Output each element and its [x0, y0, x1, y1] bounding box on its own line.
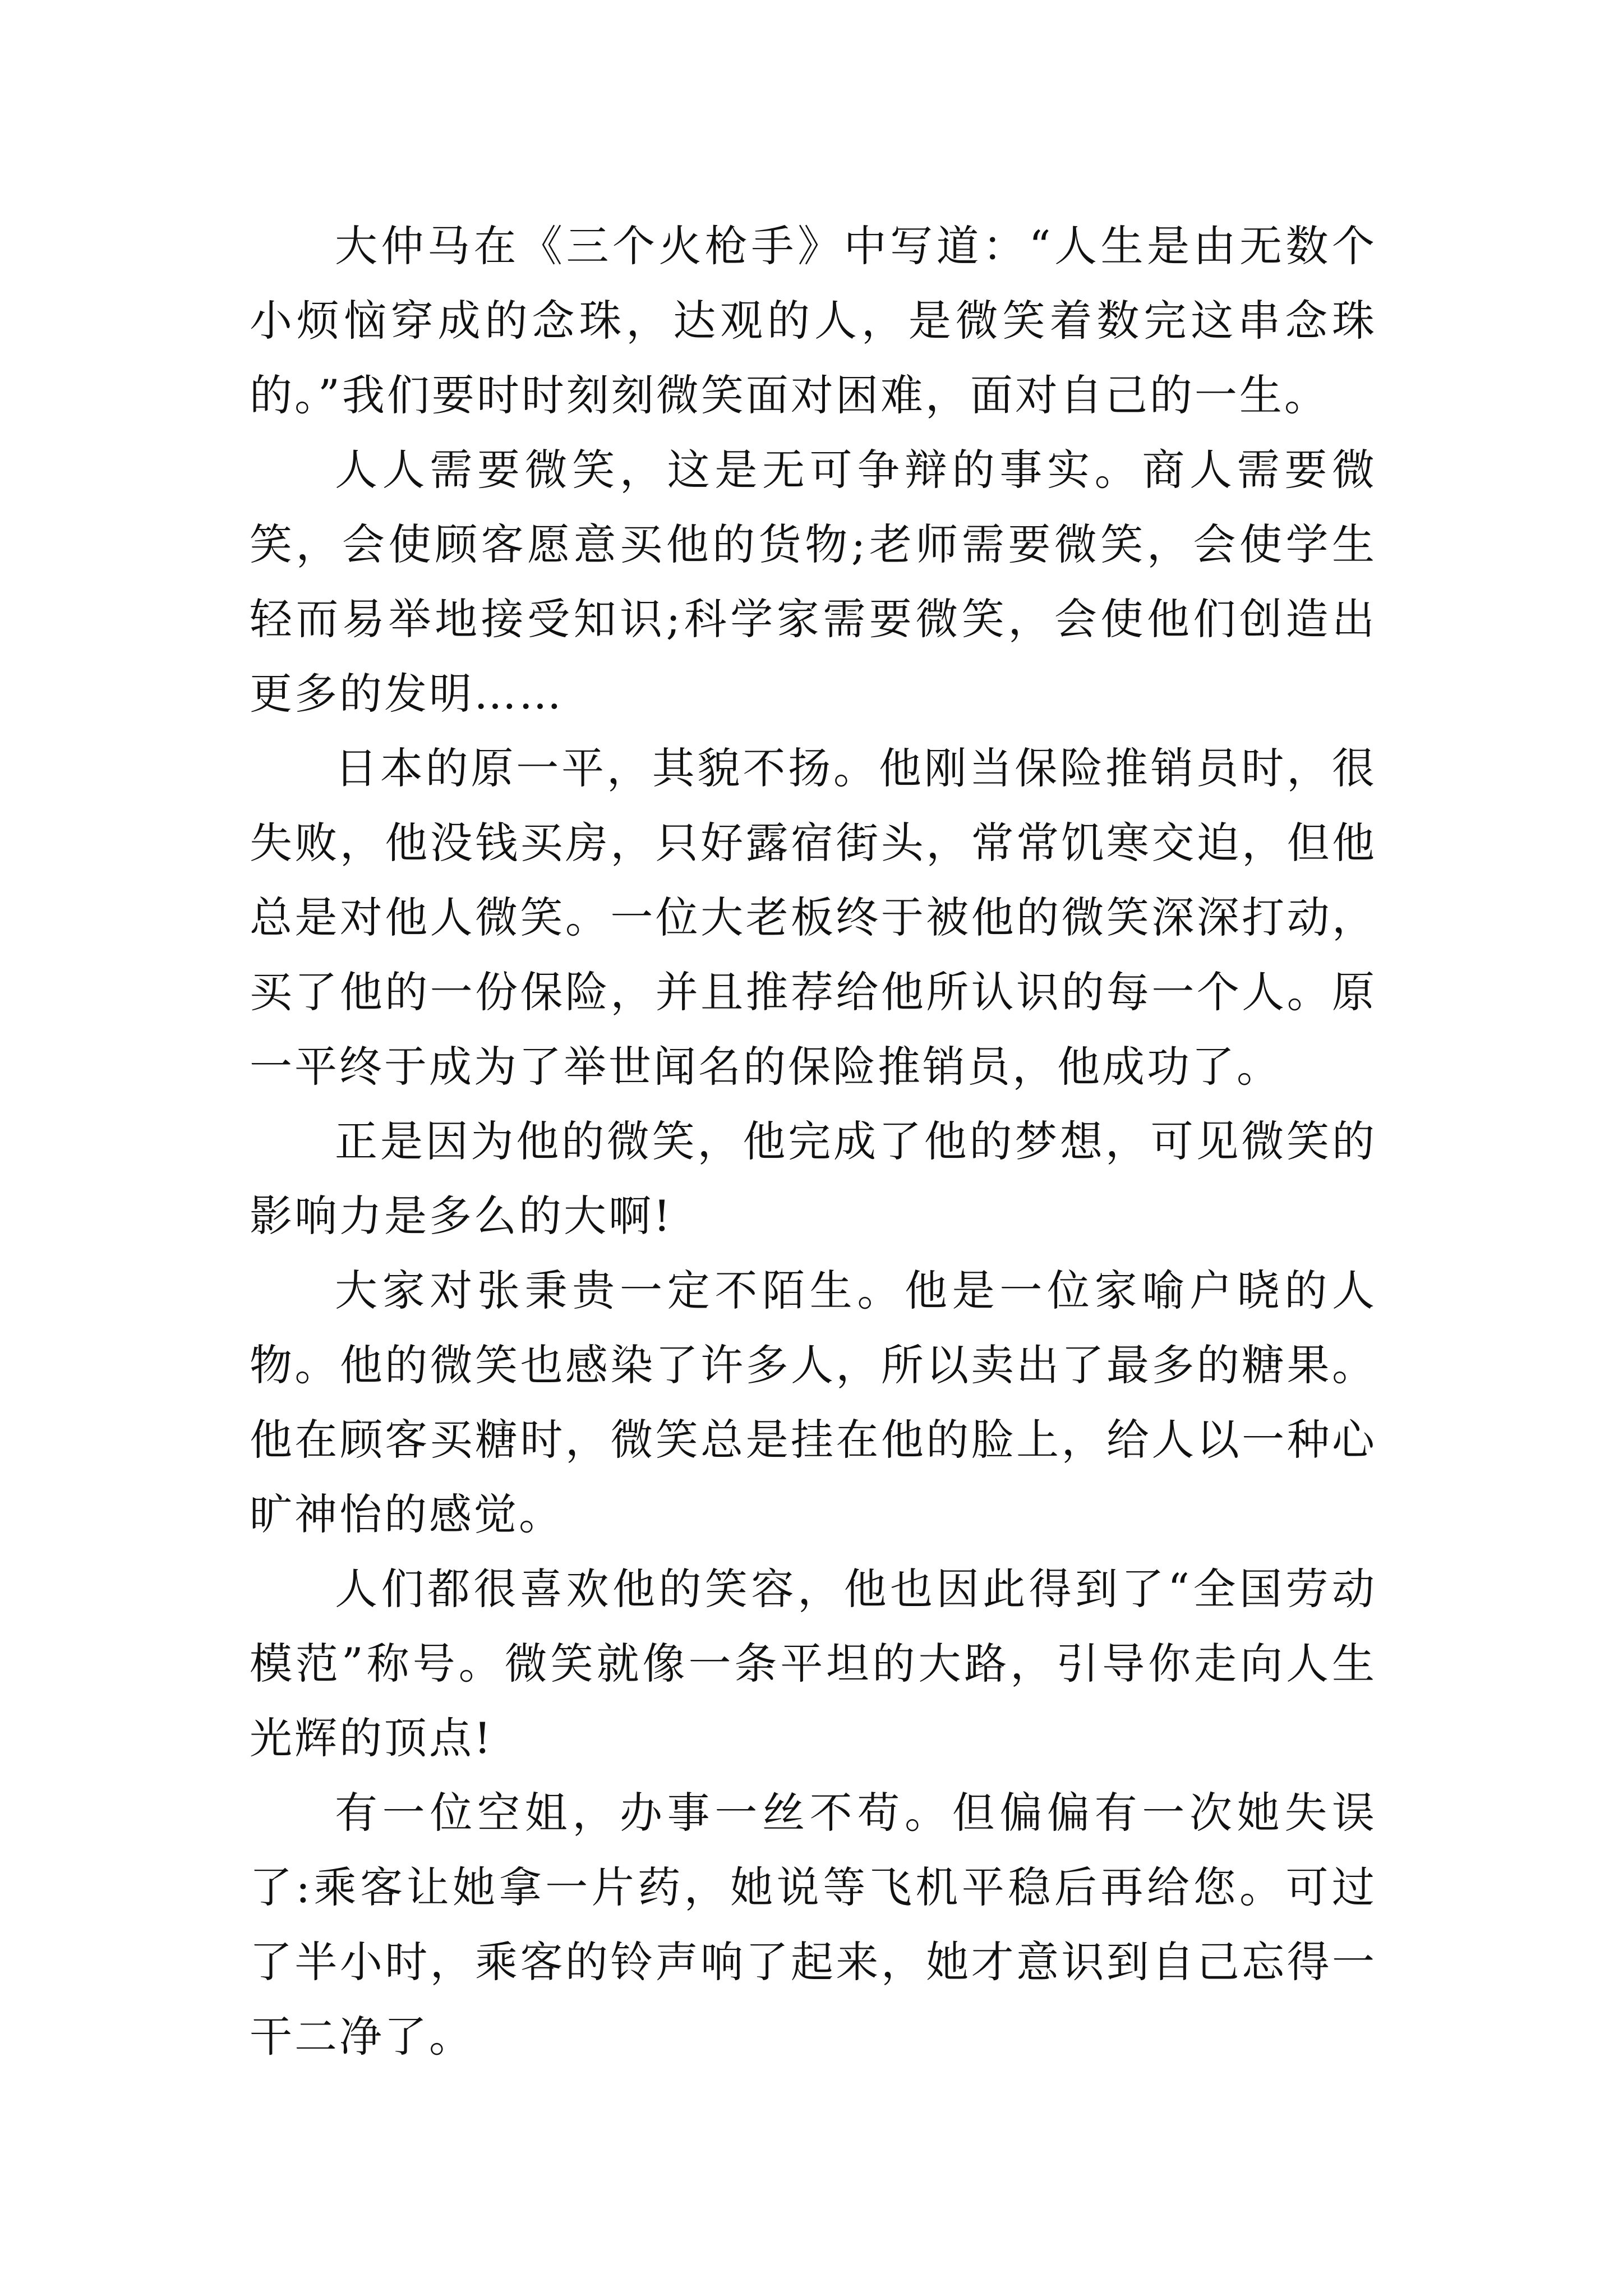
- paragraph: 日本的原一平，其貌不扬。他刚当保险推销员时，很失败，他没钱买房，只好露宿街头，常常饥寒交迫，但他总是对他人微笑。一位大老板终于被他的微笑深深打动，买了他的一份保险，并且推荐给他所认识的每一个人。原一平终于成为了举世闻名的保险推销员，他成功了。: [250, 743, 1377, 1092]
- paragraph: 人们都很喜欢他的笑容，他也因此得到了“全国劳动模范”称号。微笑就像一条平坦的大路，引导你走向人生光辉的顶点!: [250, 1564, 1377, 1763]
- paragraph: 大仲马在《三个火枪手》中写道：“人生是由无数个小烦恼穿成的念珠，达观的人，是微笑着数完这串念珠的。”我们要时时刻刻微笑面对困难，面对自己的一生。: [250, 221, 1377, 420]
- document-body: [250, 209, 1377, 2074]
- paragraph: 有一位空姐，办事一丝不苟。但偏偏有一次她失误了:乘客让她拿一片药，她说等飞机平稳后再给您。可过了半小时，乘客的铃声响了起来，她才意识到自己忘得一干二净了。: [250, 1788, 1377, 2062]
- paragraph: 人人需要微笑，这是无可争辩的事实。商人需要微笑，会使顾客愿意买他的货物;老师需要微笑，会使学生轻而易举地接受知识;科学家需要微笑，会使他们创造出更多的发明……: [250, 445, 1377, 719]
- paragraph: 大家对张秉贵一定不陌生。他是一位家喻户晓的人物。他的微笑也感染了许多人，所以卖出了最多的糖果。他在顾客买糖时，微笑总是挂在他的脸上，给人以一种心旷神怡的感觉。: [250, 1266, 1377, 1539]
- paragraph: 正是因为他的微笑，他完成了他的梦想，可见微笑的影响力是多么的大啊!: [250, 1116, 1377, 1241]
